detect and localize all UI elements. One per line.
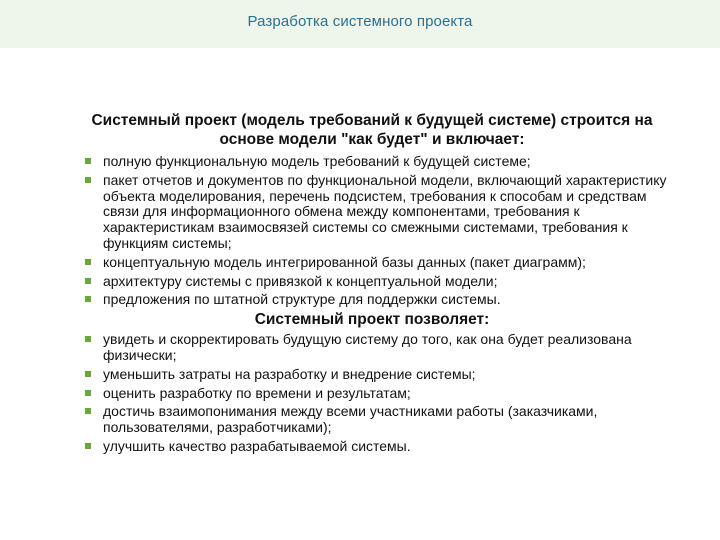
list-item-text: предложения по штатной структуре для поддержки системы. bbox=[103, 291, 501, 308]
square-bullet-icon bbox=[85, 278, 91, 284]
list-benefits bbox=[72, 332, 672, 455]
list-item-text: увидеть и скорректировать будущую систему до того, как она будет реализована физически; bbox=[103, 331, 632, 363]
list-item bbox=[72, 367, 672, 383]
list-item bbox=[72, 274, 672, 290]
section-heading-structure: Системный проект (модель требований к будущей системе) строится на основе модели "как будет" и включает: bbox=[91, 112, 653, 148]
square-bullet-icon bbox=[85, 336, 91, 342]
list-item-text: оценить разработку по времени и результатам; bbox=[103, 384, 411, 401]
list-item bbox=[72, 154, 672, 170]
square-bullet-icon bbox=[85, 296, 91, 302]
list-item-text: пакет отчетов и документов по функциональной модели, включающий характеристику объекта моделирования, перечень подсистем, требования к способам и средствам связи для информационного обмена между компонентами, требования к характеристикам взаимосвязей системы со смежными системами, требования к функциям системы; bbox=[103, 171, 667, 251]
slide-content bbox=[72, 111, 672, 455]
square-bullet-icon bbox=[85, 443, 91, 449]
square-bullet-icon bbox=[85, 408, 91, 414]
list-item-text: улучшить качество разрабатываемой системы. bbox=[103, 437, 411, 454]
square-bullet-icon bbox=[85, 158, 91, 164]
list-item bbox=[72, 404, 672, 436]
list-item-text: концептуальную модель интегрированной базы данных (пакет диаграмм); bbox=[103, 253, 586, 270]
list-item bbox=[72, 386, 672, 402]
list-item-text: архитектуру системы с привязкой к концептуальной модели; bbox=[103, 272, 498, 289]
square-bullet-icon bbox=[85, 177, 91, 183]
square-bullet-icon bbox=[85, 259, 91, 265]
square-bullet-icon bbox=[85, 371, 91, 377]
slide-title: Разработка системного проекта bbox=[247, 13, 473, 30]
list-item bbox=[72, 439, 672, 455]
list-item-text: достичь взаимопонимания между всеми участниками работы (заказчиками, пользователями, разработчиками); bbox=[103, 403, 598, 436]
square-bullet-icon bbox=[85, 390, 91, 396]
list-contents bbox=[72, 154, 672, 308]
list-item bbox=[72, 255, 672, 271]
list-item bbox=[72, 332, 672, 364]
list-item bbox=[72, 292, 672, 308]
list-item bbox=[72, 173, 672, 252]
list-item-text: полную функциональную модель требований к будущей системе; bbox=[103, 153, 531, 169]
list-item-text: уменьшить затраты на разработку и внедрение системы; bbox=[103, 365, 476, 382]
section-heading-benefits: Системный проект позволяет: bbox=[254, 311, 490, 329]
